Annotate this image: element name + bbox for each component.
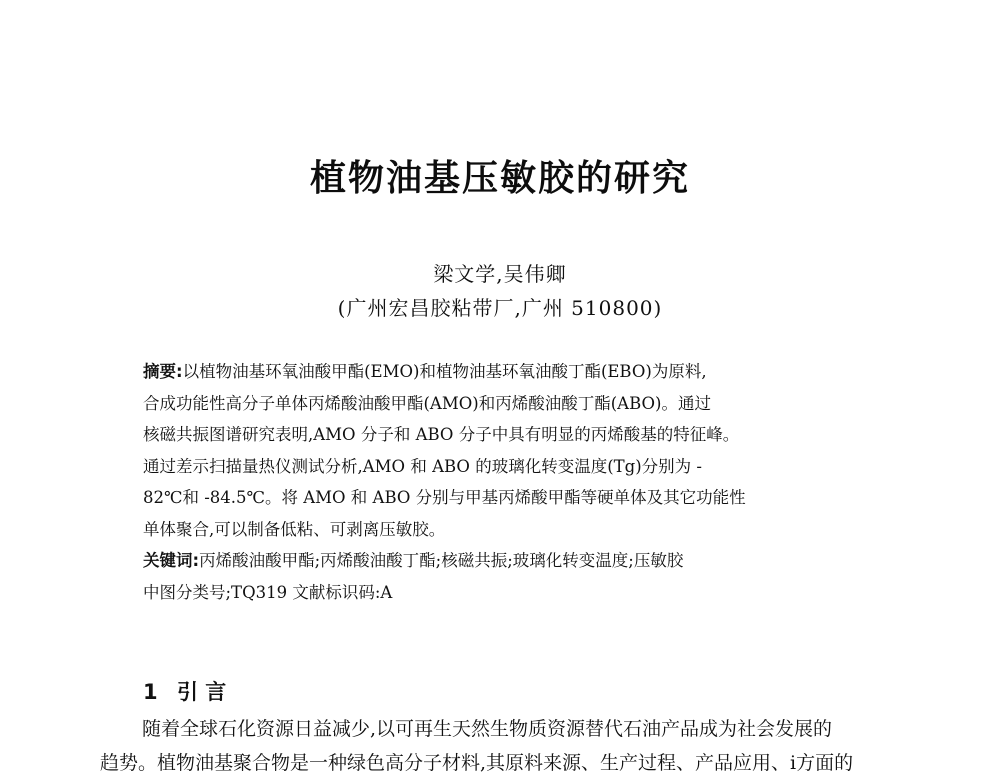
abstract-line xyxy=(143,356,863,388)
keywords-line xyxy=(143,545,863,577)
abstract-line: 通过差示扫描量热仪测试分析,AMO 和 ABO 的玻璃化转变温度(Tg)分别为 - xyxy=(143,456,702,476)
paper-authors: 梁文学,吴伟卿 xyxy=(433,262,567,286)
keywords-text: 丙烯酸油酸甲酯;丙烯酸油酸丁酯;核磁共振;玻璃化转变温度;压敏胶 xyxy=(199,551,684,570)
abstract-block xyxy=(143,356,863,608)
classification-line: 中图分类号;TQ319 文献标识码:A xyxy=(143,582,393,602)
body-line: 趋势。植物油基聚合物是一种绿色高分子材料,其原料来源、生产过程、产品应用、i方面的 xyxy=(100,752,854,774)
section-heading xyxy=(143,676,226,706)
body-paragraph xyxy=(100,712,920,780)
abstract-line: 合成功能性高分子单体丙烯酸油酸甲酯(AMO)和丙烯酸油酸丁酯(ABO)。通过 xyxy=(143,393,711,413)
abstract-line: 单体聚合,可以制备低粘、可剥离压敏胶。 xyxy=(143,519,446,539)
abstract-line: 82℃和 -84.5℃。将 AMO 和 ABO 分别与甲基丙烯酸甲酯等硬单体及其它功能性 xyxy=(143,488,746,507)
section-number: 1 xyxy=(143,680,158,704)
section-title: 引 言 xyxy=(177,680,227,704)
abstract-text: 以植物油基环氧油酸甲酯(EMO)和植物油基环氧油酸丁酯(EBO)为原料, xyxy=(182,362,707,381)
keywords-label: 关键词: xyxy=(143,551,200,570)
body-line: 随着全球石化资源日益减少,以可再生天然生物质资源替代石油产品成为社会发展的 xyxy=(142,718,833,740)
paper-affiliation: (广州宏昌胶粘带厂,广州 510800) xyxy=(337,296,663,320)
abstract-label: 摘要: xyxy=(143,362,183,381)
paper-title: 植物油基压敏胶的研究 xyxy=(309,158,690,199)
abstract-line: 核磁共振图谱研究表明,AMO 分子和 ABO 分子中具有明显的丙烯酸基的特征峰。 xyxy=(143,425,740,444)
